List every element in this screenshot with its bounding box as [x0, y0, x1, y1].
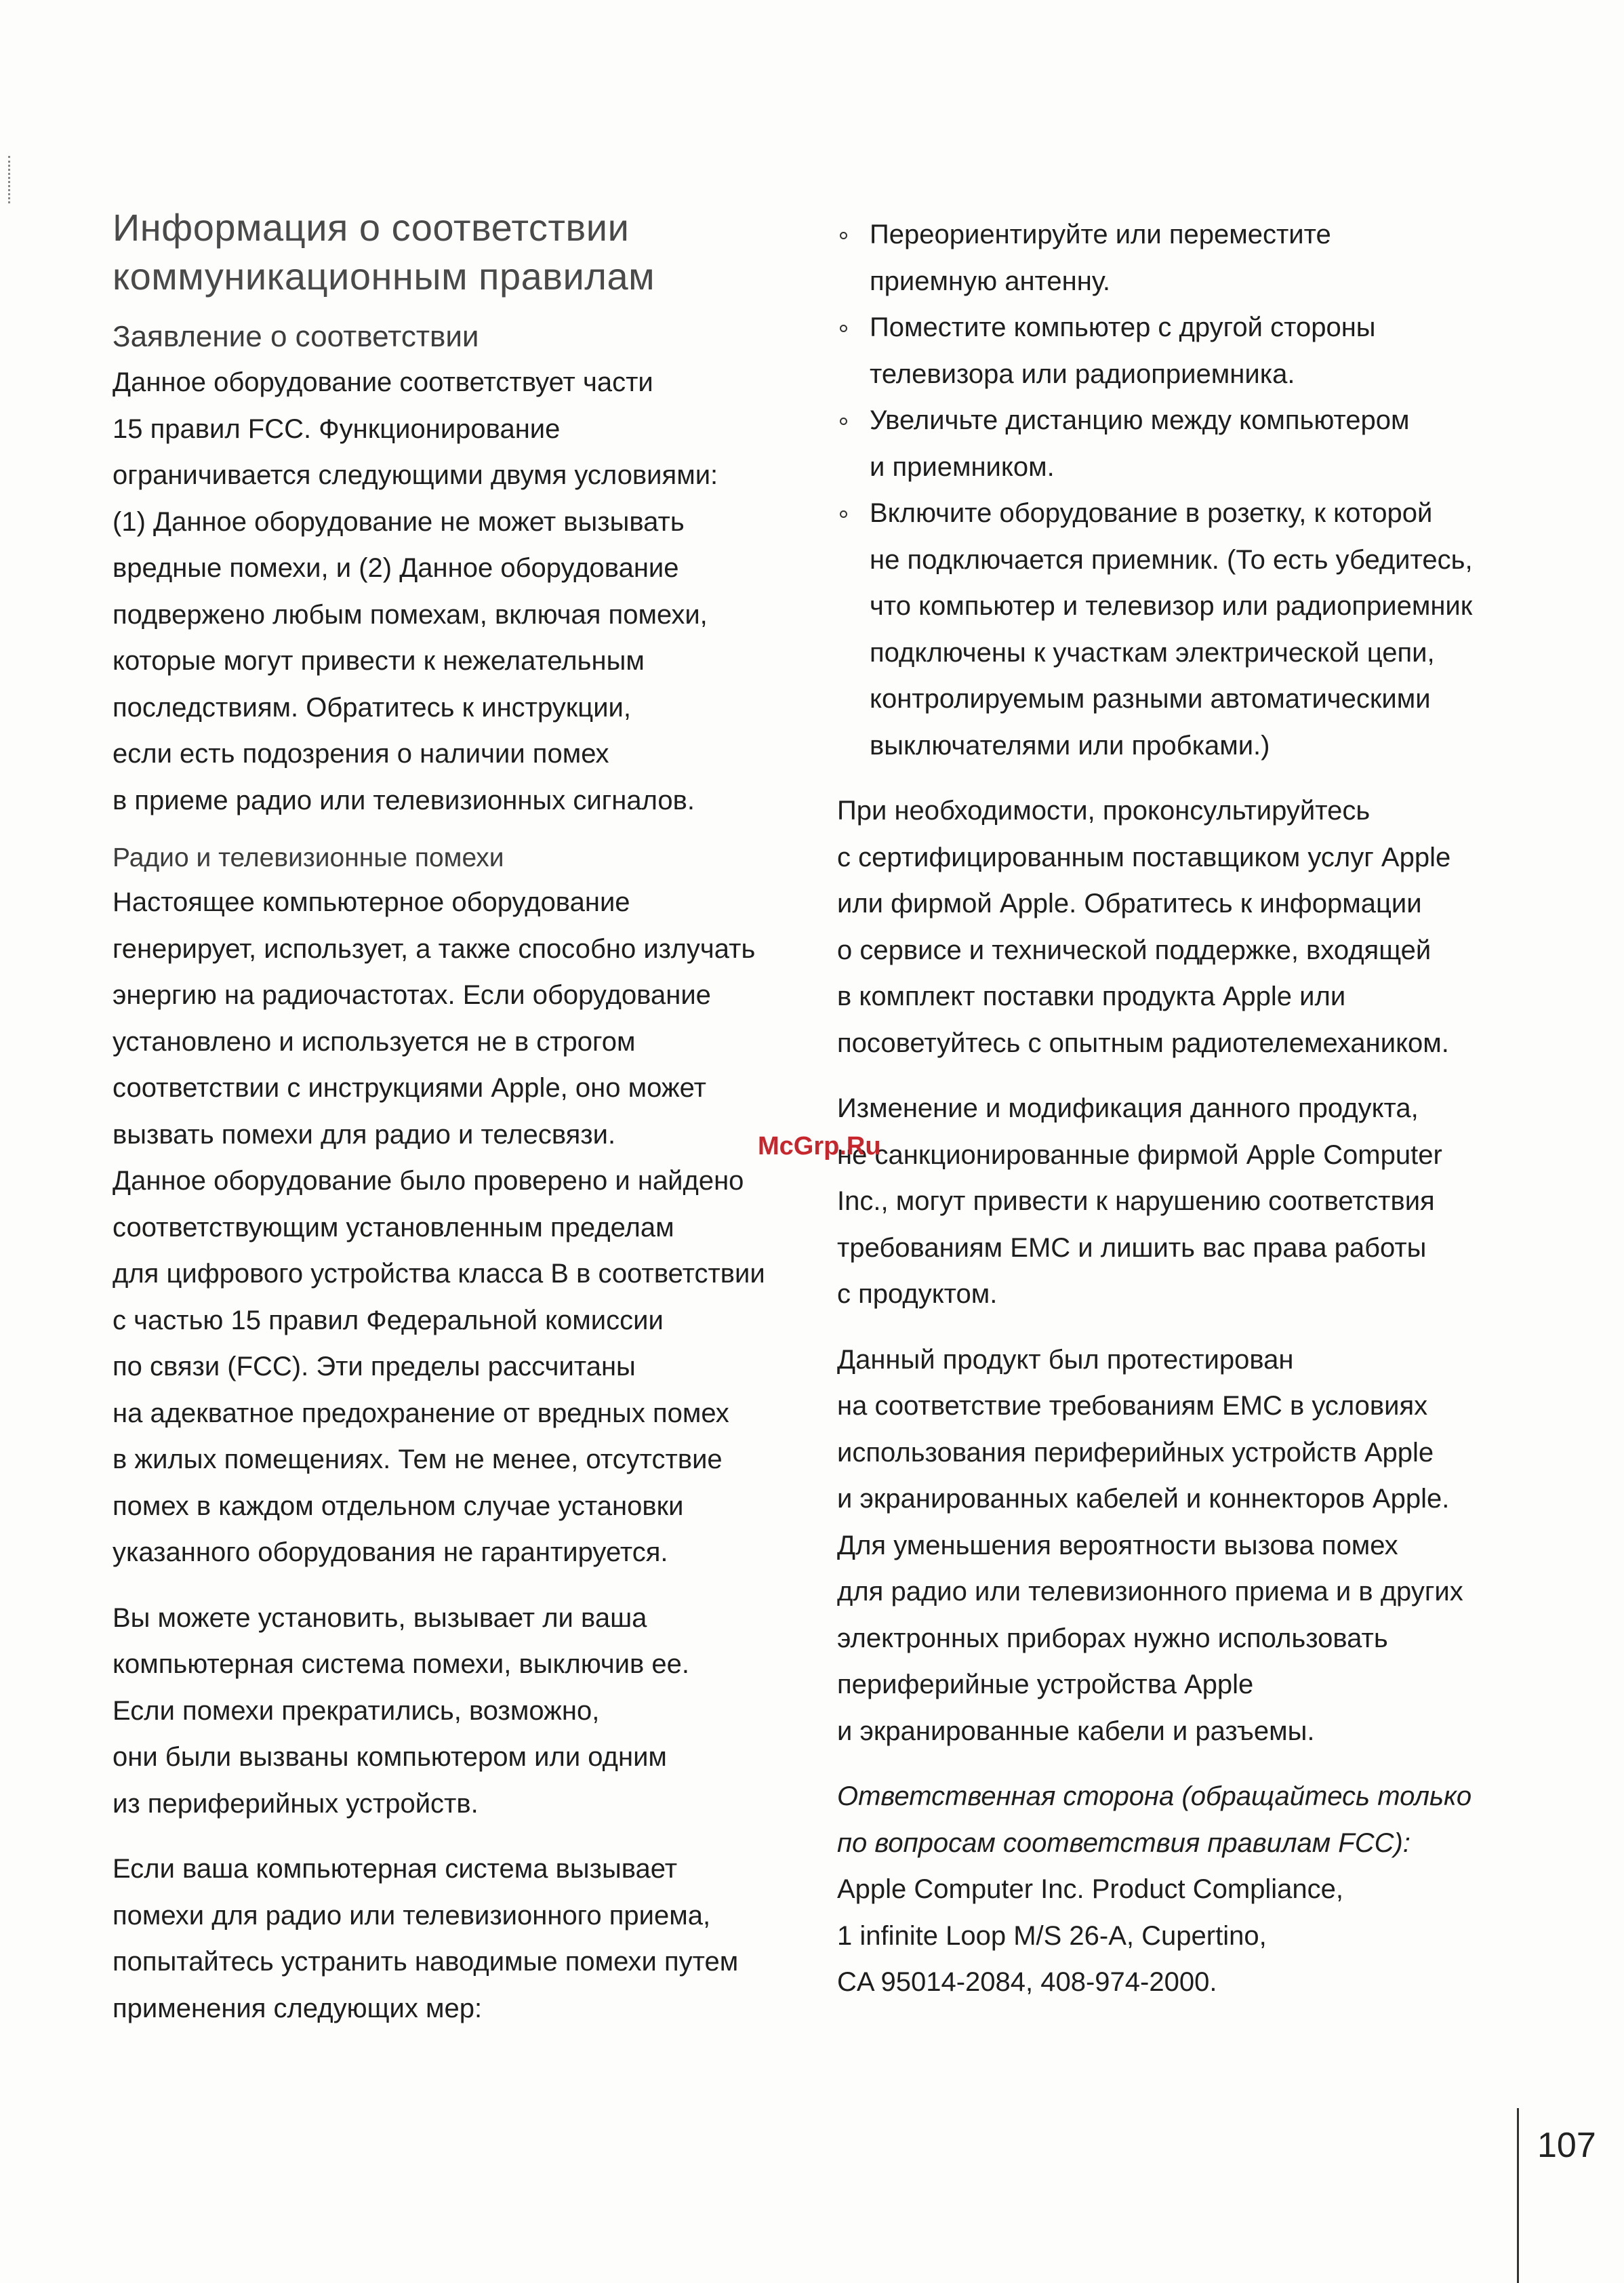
text-line: 15 правил FCC. Функционирование — [113, 413, 561, 444]
text-line: и экранированных кабелей и коннекторов Apple. — [837, 1484, 1450, 1514]
address-line: CA 95014-2084, 408-974-2000. — [837, 1967, 1217, 1997]
text-line: Данный продукт был протестирован — [837, 1344, 1294, 1375]
page-title — [113, 203, 807, 301]
radio-interference-paragraph — [113, 879, 807, 1576]
compliance-heading: Заявление о соответствии — [113, 320, 479, 353]
text-line: Данное оборудование соответствует части — [113, 367, 653, 397]
text-line: Поместите компьютер с другой стороны — [870, 312, 1376, 342]
responsible-party-label: Ответственная сторона (обращайтесь только — [837, 1781, 1472, 1811]
text-line: если есть подозрения о наличии помех — [113, 739, 609, 769]
bullet-icon — [840, 418, 847, 425]
bullet-icon — [840, 325, 847, 332]
text-line: подвержено любым помехам, включая помехи, — [113, 599, 708, 630]
responsible-party-block — [837, 1773, 1522, 2006]
text-line: вредные помехи, и (2) Данное оборудование — [113, 553, 679, 583]
text-line: ограничивается следующими двумя условиями: — [113, 460, 718, 490]
compliance-paragraph — [113, 359, 807, 824]
text-line: указанного оборудования не гарантируется. — [113, 1537, 668, 1567]
text-line: с продуктом. — [837, 1279, 998, 1309]
emc-tested-paragraph — [837, 1337, 1522, 1755]
text-line: попытайтесь устранить наводимые помехи путем — [113, 1947, 739, 1977]
text-line: на адекватное предохранение от вредных помех — [113, 1398, 729, 1428]
text-line: о сервисе и технической поддержке, входящей — [837, 935, 1432, 965]
modification-paragraph — [837, 1085, 1522, 1318]
text-line: требованиям EMC и лишить вас права работы — [837, 1232, 1427, 1263]
title-line: коммуникационным правилам — [113, 255, 655, 298]
text-line: Увеличьте дистанцию между компьютером — [870, 405, 1410, 435]
text-line: электронных приборах нужно использовать — [837, 1623, 1388, 1653]
text-line: соответствии с инструкциями Apple, оно может — [113, 1073, 706, 1103]
text-line: Переориентируйте или переместите — [870, 220, 1331, 249]
page-number-divider — [1517, 2108, 1519, 2283]
text-line: помехи для радио или телевизионного приема, — [113, 1900, 711, 1931]
text-line: Для уменьшения вероятности вызова помех — [837, 1530, 1398, 1560]
text-line: в жилых помещениях. Тем не менее, отсутствие — [113, 1444, 723, 1474]
text-line: Изменение и модификация данного продукта, — [837, 1093, 1419, 1123]
responsible-party-label: по вопросам соответствия правилам FCC): — [837, 1827, 1410, 1858]
list-item — [837, 490, 1522, 769]
text-line: и экранированные кабели и разъемы. — [837, 1716, 1315, 1746]
text-line: с частью 15 правил Федеральной комиссии — [113, 1305, 664, 1335]
text-line: в комплект поставки продукта Apple или — [837, 982, 1346, 1011]
text-line: с сертифицированным поставщиком услуг Apple — [837, 842, 1451, 872]
text-line: применения следующих мер: — [113, 1993, 483, 2023]
text-line: приемную антенну. — [870, 266, 1110, 296]
margin-scan-marks — [8, 156, 13, 203]
text-line: Если ваша компьютерная система вызывает — [113, 1854, 678, 1884]
text-line: они были вызваны компьютером или одним — [113, 1742, 667, 1772]
text-line: Вы можете установить, вызывает ли ваша — [113, 1602, 647, 1633]
text-line: по связи (FCC). Эти пределы рассчитаны — [113, 1352, 636, 1381]
text-line: для радио или телевизионного приема и в других — [837, 1577, 1463, 1607]
text-line: вызвать помехи для радио и телесвязи. — [113, 1119, 616, 1150]
text-line: в приеме радио или телевизионных сигналов. — [113, 785, 695, 815]
measures-paragraph — [113, 1846, 807, 2032]
consult-paragraph — [837, 788, 1522, 1066]
text-line: периферийные устройства Apple — [837, 1670, 1254, 1699]
text-line: не подключается приемник. (То есть убедитесь, — [870, 544, 1473, 575]
check-interference-paragraph — [113, 1595, 807, 1827]
text-line: посоветуйтесь с опытным радиотелемехаником. — [837, 1028, 1449, 1058]
bullet-icon — [840, 510, 847, 518]
text-line: подключены к участкам электрической цепи, — [870, 637, 1435, 668]
list-item — [837, 211, 1522, 304]
text-line: Данное оборудование было проверено и найдено — [113, 1166, 744, 1196]
page-number: 107 — [1537, 2126, 1596, 2165]
text-line: Настоящее компьютерное оборудование — [113, 887, 630, 917]
left-column — [113, 203, 807, 2032]
bullet-icon — [840, 232, 847, 239]
text-line: которые могут привести к нежелательным — [113, 646, 645, 676]
text-line: телевизора или радиоприемника. — [870, 359, 1295, 389]
text-line: контролируемым разными автоматическими — [870, 684, 1431, 714]
text-line: последствиям. Обратитесь к инструкции, — [113, 692, 631, 723]
text-line: компьютерная система помехи, выключив ее. — [113, 1649, 690, 1679]
text-line: что компьютер и телевизор или радиоприемник — [870, 591, 1473, 621]
watermark: McGrp.Ru — [758, 1132, 881, 1160]
text-line: энергию на радиочастотах. Если оборудование — [113, 980, 711, 1010]
radio-interference-heading: Радио и телевизионные помехи — [113, 843, 504, 872]
text-line: помех в каждом отдельном случае установки — [113, 1491, 684, 1521]
text-line: установлено и используется не в строгом — [113, 1026, 636, 1057]
text-line: или фирмой Apple. Обратитесь к информации — [837, 889, 1422, 918]
text-line: на соответствие требованиям EMC в условиях — [837, 1391, 1428, 1421]
address-line: 1 infinite Loop M/S 26-A, Cupertino, — [837, 1920, 1267, 1951]
title-line: Информация о соответствии — [113, 206, 630, 249]
text-line: для цифрового устройства класса В в соответствии — [113, 1259, 765, 1289]
text-line: из периферийных устройств. — [113, 1788, 479, 1819]
measures-list — [837, 211, 1522, 769]
text-line: соответствующим установленным пределам — [113, 1212, 674, 1242]
right-column — [837, 211, 1522, 2006]
list-item — [837, 304, 1522, 397]
text-line: Inc., могут привести к нарушению соответствия — [837, 1186, 1435, 1216]
text-line: не санкционированные фирмой Apple Computer — [837, 1139, 1442, 1170]
list-item — [837, 397, 1522, 490]
text-line: Включите оборудование в розетку, к которой — [870, 498, 1433, 528]
text-line: (1) Данное оборудование не может вызывать — [113, 506, 685, 537]
text-line: генерирует, использует, а также способно излучать — [113, 933, 756, 964]
text-line: использования периферийных устройств Apple — [837, 1437, 1434, 1468]
text-line: Если помехи прекратились, возможно, — [113, 1695, 600, 1726]
address-line: Apple Computer Inc. Product Compliance, — [837, 1874, 1344, 1904]
text-line: и приемником. — [870, 451, 1055, 482]
text-line: выключателями или пробками.) — [870, 730, 1270, 761]
text-line: При необходимости, проконсультируйтесь — [837, 796, 1371, 826]
